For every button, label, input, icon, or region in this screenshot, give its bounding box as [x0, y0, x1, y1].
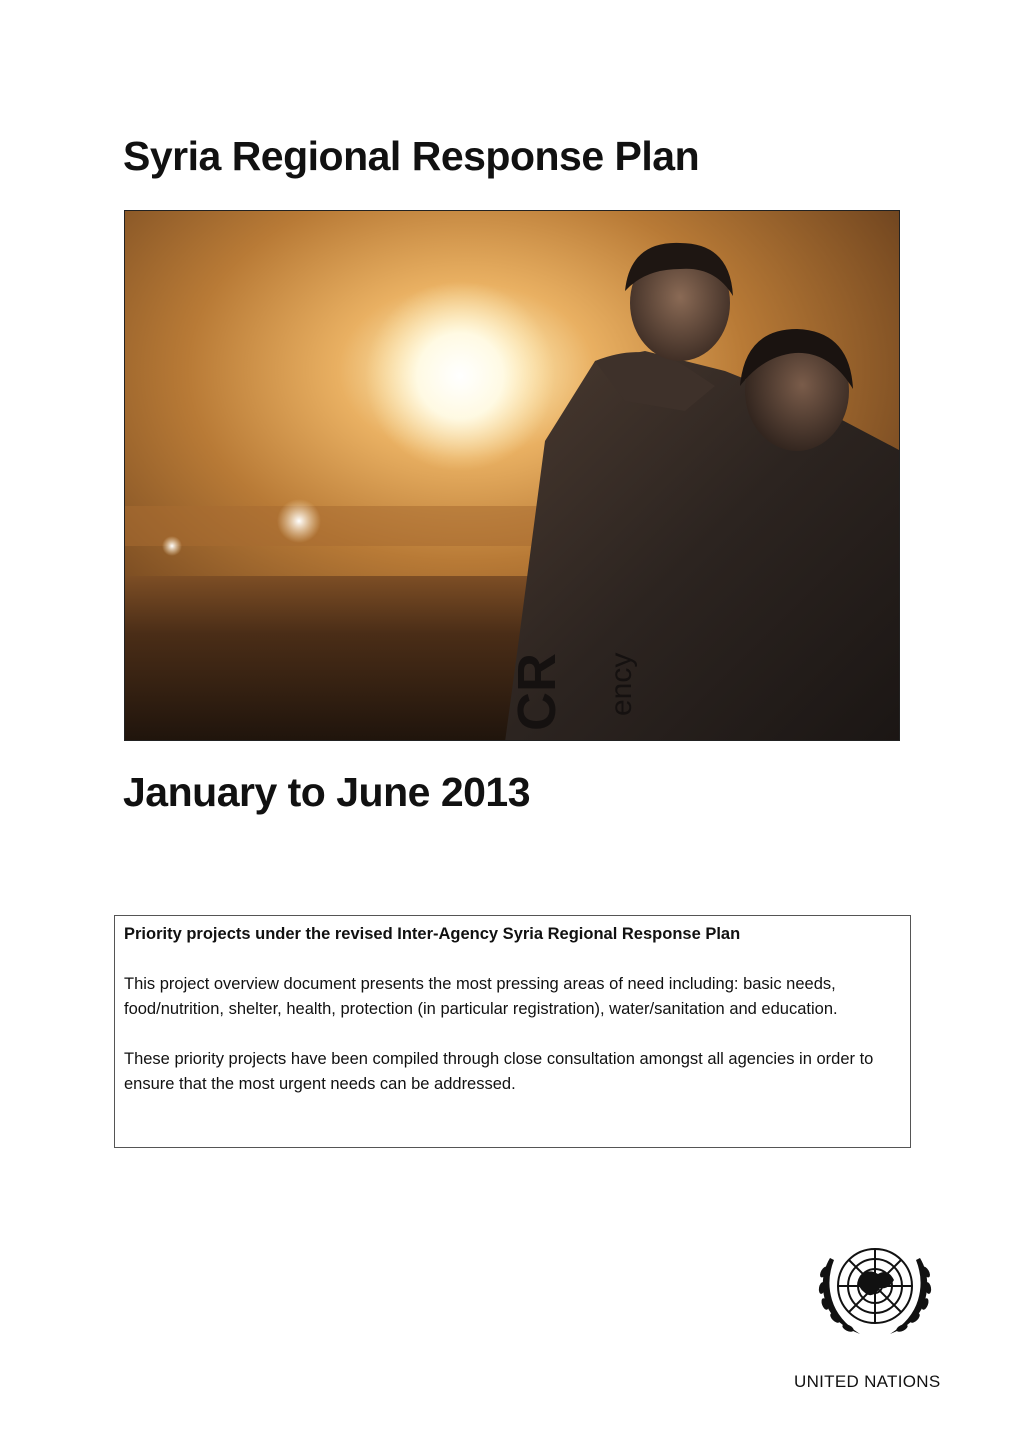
blanket-lettering-small: ency	[605, 652, 638, 716]
blanket-lettering: CR	[507, 653, 567, 731]
document-period: January to June 2013	[123, 769, 531, 815]
cover-photo	[124, 210, 900, 741]
summary-paragraph: These priority projects have been compiled through close consultation amongst all agencies in order to ensure that the most urgent needs can be addressed.	[124, 1050, 874, 1093]
organization-name: UNITED NATIONS	[794, 1372, 941, 1391]
document-title: Syria Regional Response Plan	[123, 133, 700, 179]
un-emblem-icon	[808, 1238, 942, 1342]
summary-box	[114, 915, 911, 1148]
summary-paragraph: This project overview document presents the most pressing areas of need including: basic needs, food/nutrition, shelter, health, protection (in particular registration), water/sanitation and education.	[124, 975, 838, 1018]
cover-photo-illustration	[125, 211, 900, 741]
summary-heading: Priority projects under the revised Inter-Agency Syria Regional Response Plan	[124, 925, 741, 943]
